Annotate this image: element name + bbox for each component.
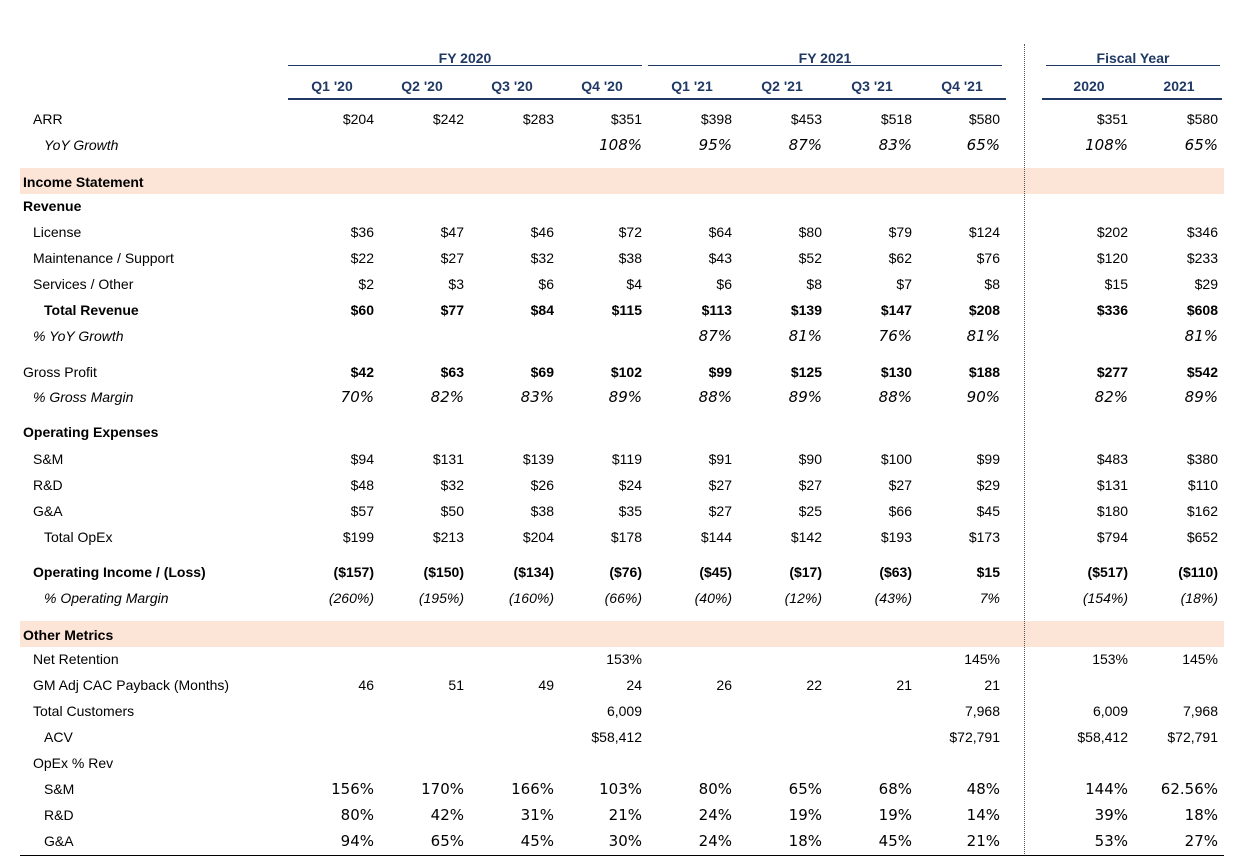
table-cell: $144 (700, 529, 732, 545)
table-cell: ($76) (609, 564, 642, 580)
table-cell: $483 (1096, 451, 1128, 467)
table-cell: (40%) (694, 590, 732, 606)
table-row (0, 829, 1240, 855)
table-cell: $76 (976, 250, 1000, 266)
row-label: R&D (33, 477, 63, 493)
table-cell: $48 (350, 477, 374, 493)
table-cell: 89% (788, 388, 822, 406)
table-row (0, 272, 1240, 298)
table-row (0, 803, 1240, 829)
table-cell: 145% (1182, 651, 1218, 667)
table-cell: 170% (421, 780, 464, 798)
table-cell: $208 (968, 302, 1000, 318)
table-cell: $60 (350, 302, 374, 318)
table-cell: 87% (788, 136, 822, 154)
table-cell: $124 (968, 224, 1000, 240)
row-label: YoY Growth (44, 137, 119, 153)
table-cell: 89% (1184, 388, 1218, 406)
table-cell: 82% (1094, 388, 1128, 406)
table-cell: $43 (708, 250, 732, 266)
table-cell: $64 (708, 224, 732, 240)
table-cell: $27 (888, 477, 912, 493)
table-cell: 18% (1184, 806, 1218, 824)
table-cell: 81% (788, 327, 822, 345)
table-row (0, 107, 1240, 133)
table-cell: $42 (350, 364, 374, 380)
table-cell: $178 (610, 529, 642, 545)
table-cell: 80% (340, 806, 374, 824)
row-label: Maintenance / Support (33, 250, 174, 266)
table-cell: 7% (979, 590, 1000, 606)
table-cell: $69 (530, 364, 554, 380)
table-cell: ($45) (699, 564, 732, 580)
table-row (0, 777, 1240, 803)
table-cell: $36 (350, 224, 374, 240)
table-cell: 51 (448, 677, 464, 693)
table-row (0, 499, 1240, 525)
table-cell: $22 (350, 250, 374, 266)
table-cell: $794 (1096, 529, 1128, 545)
table-cell: $115 (611, 302, 642, 318)
table-cell: 153% (606, 651, 642, 667)
table-cell: 27% (1184, 832, 1218, 850)
row-label: Total Revenue (44, 302, 139, 318)
table-cell: 46 (358, 677, 374, 693)
table-cell: 45% (878, 832, 912, 850)
table-cell: 80% (698, 780, 732, 798)
row-label: ARR (33, 111, 63, 127)
group-header-fiscal-year: Fiscal Year (1096, 50, 1170, 66)
section-title-income-statement: Income Statement (23, 174, 144, 190)
table-cell: 39% (1094, 806, 1128, 824)
table-row (0, 673, 1240, 699)
table-cell: ($157) (333, 564, 374, 580)
row-label: ACV (44, 729, 73, 745)
table-cell: (154%) (1082, 590, 1128, 606)
table-cell: $27 (708, 477, 732, 493)
table-cell: $173 (968, 529, 1000, 545)
table-cell: ($134) (513, 564, 554, 580)
col-header-q3-21: Q3 '21 (851, 78, 893, 94)
section-title-other-metrics: Other Metrics (23, 627, 114, 643)
table-cell: $125 (790, 364, 822, 380)
table-row (0, 420, 1240, 446)
col-header-year-2020: 2020 (1073, 78, 1105, 94)
table-cell: 90% (966, 388, 1000, 406)
table-cell: $29 (1194, 276, 1218, 292)
table-cell: $233 (1186, 250, 1218, 266)
table-row (0, 473, 1240, 499)
row-label: Revenue (23, 198, 82, 214)
table-cell: $193 (880, 529, 912, 545)
table-cell: $84 (530, 302, 554, 318)
table-cell: 103% (599, 780, 642, 798)
table-cell: $4 (626, 276, 642, 292)
table-cell: $346 (1186, 224, 1218, 240)
row-label: Services / Other (33, 276, 134, 292)
table-cell: $113 (701, 302, 732, 318)
row-label: % YoY Growth (33, 328, 124, 344)
table-row (0, 647, 1240, 673)
table-cell: $453 (790, 111, 822, 127)
table-cell: $8 (806, 276, 822, 292)
table-cell: 81% (1184, 327, 1218, 345)
table-cell: 21 (896, 677, 912, 693)
table-cell: 53% (1094, 832, 1128, 850)
table-cell: 81% (966, 327, 1000, 345)
table-row (0, 385, 1240, 411)
table-row (0, 751, 1240, 777)
row-label: OpEx % Rev (33, 755, 114, 771)
table-cell: $29 (976, 477, 1000, 493)
table-cell: 153% (1092, 651, 1128, 667)
table-cell: 65% (966, 136, 1000, 154)
table-cell: $199 (342, 529, 374, 545)
table-row (0, 220, 1240, 246)
table-cell: ($517) (1087, 564, 1128, 580)
table-cell: $45 (976, 503, 1000, 519)
table-row (0, 194, 1240, 220)
table-cell: $90 (798, 451, 822, 467)
col-header-q2-21: Q2 '21 (761, 78, 803, 94)
table-cell: $608 (1186, 302, 1218, 318)
table-row (0, 699, 1240, 725)
table-cell: $351 (610, 111, 642, 127)
table-cell: 42% (430, 806, 464, 824)
table-cell: 87% (698, 327, 732, 345)
table-cell: 94% (340, 832, 374, 850)
row-label: G&A (33, 503, 63, 519)
table-cell: $38 (530, 503, 554, 519)
row-label: Total Customers (33, 703, 135, 719)
table-cell: $72,791 (949, 729, 1000, 745)
row-label: S&M (33, 451, 64, 467)
table-cell: $63 (440, 364, 464, 380)
table-cell: $99 (976, 451, 1000, 467)
table-cell: $6 (538, 276, 554, 292)
table-cell: $77 (440, 302, 464, 318)
table-cell: $24 (618, 477, 642, 493)
row-label: G&A (44, 833, 74, 849)
header-rule-quarters (288, 98, 1006, 100)
table-cell: 166% (511, 780, 554, 798)
col-header-q3-20: Q3 '20 (491, 78, 533, 94)
table-cell: ($63) (879, 564, 912, 580)
table-cell: 24 (626, 677, 642, 693)
table-cell: 18% (788, 832, 822, 850)
table-cell: $139 (522, 451, 554, 467)
table-cell: $213 (432, 529, 464, 545)
table-cell: (18%) (1180, 590, 1218, 606)
table-row (0, 447, 1240, 473)
group-header-fy2020: FY 2020 (438, 50, 492, 66)
table-cell: $62 (888, 250, 912, 266)
table-row (0, 298, 1240, 324)
table-row (0, 586, 1240, 612)
table-cell: 65% (1184, 136, 1218, 154)
row-label: R&D (44, 807, 74, 823)
col-header-q4-20: Q4 '20 (581, 78, 623, 94)
table-cell: $380 (1186, 451, 1218, 467)
table-cell: $202 (1096, 224, 1128, 240)
table-cell: $2 (358, 276, 374, 292)
table-cell: $66 (888, 503, 912, 519)
col-header-q1-21: Q1 '21 (671, 78, 713, 94)
table-cell: $7 (896, 276, 912, 292)
table-row (0, 560, 1240, 586)
table-cell: $142 (790, 529, 822, 545)
table-cell: $79 (888, 224, 912, 240)
table-cell: $3 (448, 276, 464, 292)
table-cell: 30% (608, 832, 642, 850)
table-cell: $6 (716, 276, 732, 292)
table-cell: 95% (698, 136, 732, 154)
table-cell: $130 (880, 364, 912, 380)
row-label: Gross Profit (23, 364, 97, 380)
table-cell: 76% (878, 327, 912, 345)
table-cell: $52 (798, 250, 822, 266)
table-cell: 19% (788, 806, 822, 824)
table-cell: 6,009 (606, 703, 642, 719)
table-cell: 88% (698, 388, 732, 406)
table-cell: $204 (522, 529, 554, 545)
table-cell: (260%) (328, 590, 374, 606)
table-cell: $46 (530, 224, 554, 240)
group-underline-fiscal-year (1046, 65, 1220, 66)
row-label: Operating Expenses (23, 424, 159, 440)
table-cell: 70% (340, 388, 374, 406)
table-cell: 7,968 (964, 703, 1000, 719)
table-cell: (43%) (874, 590, 912, 606)
table-cell: $100 (880, 451, 912, 467)
table-cell: $131 (432, 451, 464, 467)
table-row (0, 525, 1240, 551)
table-cell: 14% (966, 806, 1000, 824)
col-header-q4-21: Q4 '21 (941, 78, 983, 94)
table-cell: 19% (878, 806, 912, 824)
table-cell: $8 (984, 276, 1000, 292)
group-header-fy2021: FY 2021 (798, 50, 852, 66)
table-cell: ($110) (1178, 564, 1218, 580)
row-label: Operating Income / (Loss) (33, 564, 206, 580)
table-cell: $119 (611, 451, 642, 467)
table-cell: 108% (1085, 136, 1128, 154)
table-cell: $277 (1096, 364, 1128, 380)
table-cell: $38 (618, 250, 642, 266)
table-cell: ($17) (789, 564, 822, 580)
table-row (0, 246, 1240, 272)
row-label: % Operating Margin (44, 590, 169, 606)
table-cell: $580 (1186, 111, 1218, 127)
table-cell: $542 (1186, 364, 1218, 380)
table-cell: $336 (1096, 302, 1128, 318)
table-cell: 48% (966, 780, 1000, 798)
table-cell: $580 (968, 111, 1000, 127)
table-cell: $72 (618, 224, 642, 240)
col-header-year-2021: 2021 (1163, 78, 1195, 94)
table-cell: 88% (878, 388, 912, 406)
table-cell: $99 (708, 364, 732, 380)
header-rule-years (1042, 98, 1222, 100)
table-cell: 24% (698, 832, 732, 850)
table-cell: $32 (440, 477, 464, 493)
table-cell: 156% (331, 780, 374, 798)
table-cell: $162 (1186, 503, 1218, 519)
table-cell: $131 (1096, 477, 1128, 493)
group-underline-fy2020 (288, 65, 642, 66)
table-cell: $102 (610, 364, 642, 380)
table-cell: (12%) (784, 590, 822, 606)
table-cell: $518 (880, 111, 912, 127)
table-cell: $47 (440, 224, 464, 240)
table-cell: $242 (432, 111, 464, 127)
table-cell: $94 (350, 451, 374, 467)
table-cell: ($150) (423, 564, 464, 580)
row-label: Net Retention (33, 651, 119, 667)
table-cell: 6,009 (1092, 703, 1128, 719)
table-row (0, 725, 1240, 751)
table-cell: (66%) (604, 590, 642, 606)
table-cell: 26 (716, 677, 732, 693)
table-cell: 65% (788, 780, 822, 798)
table-cell: 7,968 (1182, 703, 1218, 719)
table-cell: $58,412 (1077, 729, 1128, 745)
table-cell: $398 (700, 111, 732, 127)
table-cell: $27 (708, 503, 732, 519)
table-cell: $57 (350, 503, 374, 519)
table-cell: 49 (538, 677, 554, 693)
table-cell: 21% (966, 832, 1000, 850)
col-header-q2-20: Q2 '20 (401, 78, 443, 94)
section-band-other-metrics (20, 621, 1224, 647)
table-cell: $283 (522, 111, 554, 127)
row-label: S&M (44, 781, 75, 797)
table-cell: 31% (520, 806, 554, 824)
table-cell: 68% (878, 780, 912, 798)
table-cell: 83% (878, 136, 912, 154)
table-cell: 22 (806, 677, 822, 693)
table-cell: $25 (798, 503, 822, 519)
table-cell: $110 (1187, 477, 1218, 493)
table-cell: $72,791 (1167, 729, 1218, 745)
col-header-q1-20: Q1 '20 (311, 78, 353, 94)
table-cell: 145% (964, 651, 1000, 667)
table-cell: 144% (1085, 780, 1128, 798)
table-cell: $180 (1096, 503, 1128, 519)
table-cell: $80 (798, 224, 822, 240)
row-label: % Gross Margin (33, 389, 134, 405)
table-row (0, 360, 1240, 386)
table-cell: $91 (708, 451, 732, 467)
row-label: Total OpEx (44, 529, 113, 545)
row-label: GM Adj CAC Payback (Months) (33, 677, 230, 693)
table-row (0, 324, 1240, 350)
table-cell: 62.56% (1160, 780, 1218, 798)
table-cell: $120 (1096, 250, 1128, 266)
table-cell: 21% (608, 806, 642, 824)
table-cell: $15 (1104, 276, 1128, 292)
table-cell: 83% (520, 388, 554, 406)
group-underline-fy2021 (648, 65, 1002, 66)
table-cell: $652 (1186, 529, 1218, 545)
table-cell: 108% (599, 136, 642, 154)
table-cell: 21 (984, 677, 1000, 693)
table-cell: $58,412 (591, 729, 642, 745)
table-cell: 82% (430, 388, 464, 406)
table-cell: $204 (342, 111, 374, 127)
table-bottom-rule (20, 855, 1224, 856)
table-cell: 45% (520, 832, 554, 850)
table-cell: 24% (698, 806, 732, 824)
table-cell: 89% (608, 388, 642, 406)
table-cell: (160%) (508, 590, 554, 606)
table-cell: $50 (440, 503, 464, 519)
table-cell: $147 (880, 302, 912, 318)
table-cell: $27 (440, 250, 464, 266)
table-cell: $139 (790, 302, 822, 318)
table-cell: $15 (976, 564, 1000, 580)
table-cell: $35 (618, 503, 642, 519)
table-cell: $26 (530, 477, 554, 493)
table-cell: (195%) (418, 590, 464, 606)
table-cell: $351 (1096, 111, 1128, 127)
table-cell: 65% (430, 832, 464, 850)
table-row (0, 133, 1240, 159)
section-band-income-statement (20, 168, 1224, 194)
table-cell: $32 (530, 250, 554, 266)
table-cell: $188 (968, 364, 1000, 380)
row-label: License (33, 224, 82, 240)
table-cell: $27 (798, 477, 822, 493)
